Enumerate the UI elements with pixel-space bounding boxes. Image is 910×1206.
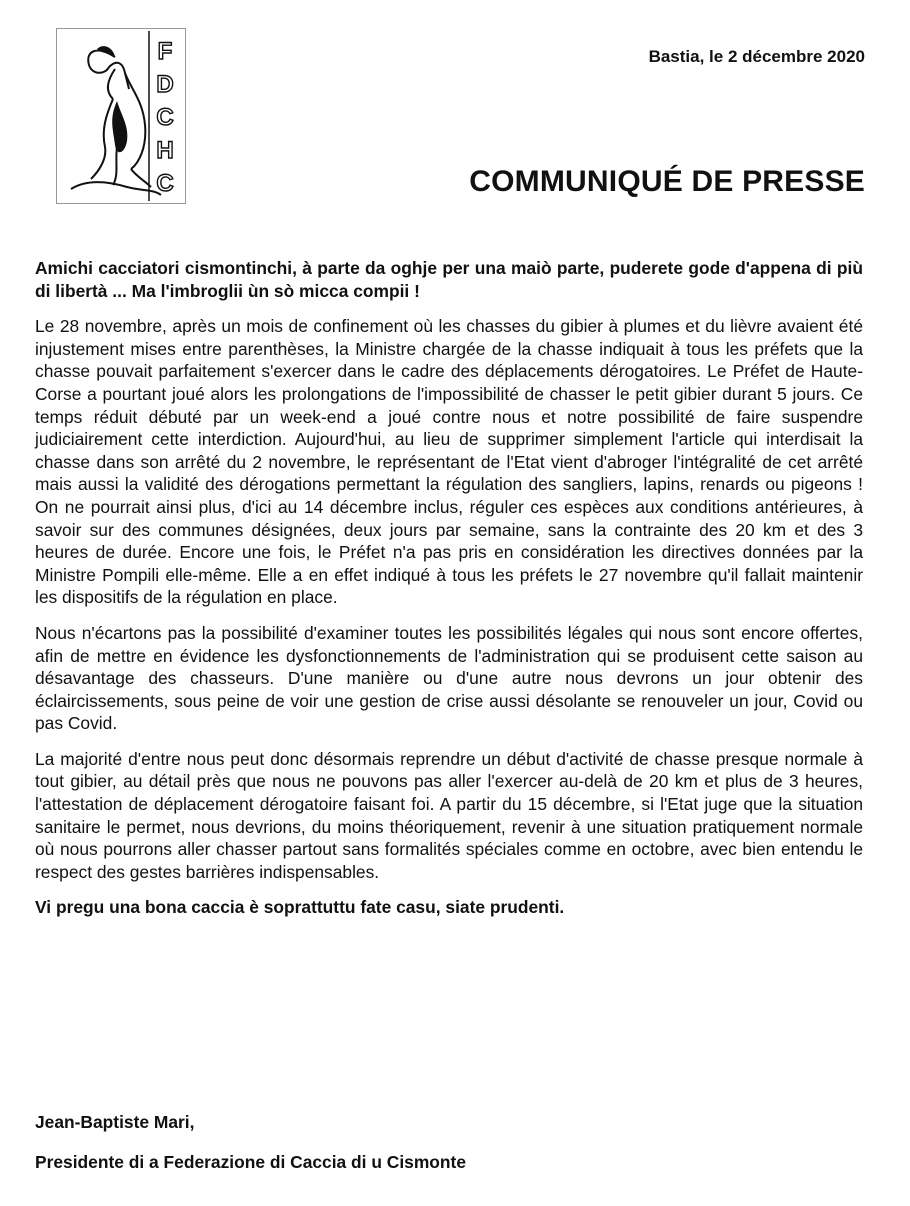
- document-date: Bastia, le 2 décembre 2020: [648, 47, 865, 66]
- intro-paragraph: Amichi cacciatori cismontinchi, à parte da oghje per una maiò parte, puderete gode d'appena di più di libertà ... Ma l'imbroglii ùn sò micca compii !: [35, 258, 863, 301]
- closing-paragraph: Vi pregu una bona caccia è soprattuttu fate casu, siate prudenti.: [35, 897, 565, 918]
- signature-role: Presidente di a Federazione di Caccia di u Cismonte: [35, 1152, 467, 1172]
- logo-letter: C: [156, 170, 174, 197]
- body-paragraph: Nous n'écartons pas la possibilité d'examiner toutes les possibilités légales qui nous sont encore offertes, afin de mettre en évidence les dysfonctionnements de l'administration qui se produisent cette saison au désavantage des chasseurs. D'une manière ou d'une autre nous devrons un jour obtenir des éclaircissements, sous peine de voir une gestion de crise aussi désolante se renouveler un jour, Covid ou pas Covid.: [35, 622, 863, 734]
- page-title: COMMUNIQUÉ DE PRESSE: [469, 165, 865, 198]
- logo-letter: D: [156, 71, 174, 98]
- logo-letter: C: [156, 104, 174, 131]
- body-paragraph: La majorité d'entre nous peut donc désormais reprendre un début d'activité de chasse presque normale à tout gibier, au détail près que nous ne pouvons pas aller l'exercer au-delà de 20 km et plus de 3 heures, l'attestation de déplacement dérogatoire faisant foi. A partir du 15 décembre, si l'Etat juge que la situation sanitaire le permet, nous devrions, du moins théoriquement, revenir à une situation pratiquement normale où nous pourrons aller chasser partout sans formalités spéciales comme en octobre, avec bien entendu le respect des gestes barrières indispensables.: [35, 748, 863, 882]
- logo-letter: H: [156, 137, 174, 164]
- logo-letter: F: [157, 38, 173, 65]
- body-paragraph: Le 28 novembre, après un mois de confinement où les chasses du gibier à plumes et du lièvre avaient été injustement mises entre parenthèses, la Ministre chargée de la chasse indiquait à tous les préfets que la chasse pouvait parfaitement s'exercer dans le cadre des déplacements dérogatoires. Le Préfet de Haute-Corse a pourtant joué alors les prolongations de l'impossibilité de chasser le petit gibier durant 5 jours. Ce temps réduit débuté par un week-end a joué contre nous et notre possibilité de faire suspendre judiciairement cette interdiction. Aujourd'hui, au lieu de supprimer simplement l'article qui interdisait la chasse dans son arrêté du 2 novembre, le représentant de l'Etat vient d'abroger l'intégralité de cet arrêté mais aussi la validité des dérogations permettant la régulation des sangliers, lapins, renards ou pigeons ! On ne pourrait ainsi plus, d'ici au 14 décembre inclus, réguler ces espèces aux conditions antérieures, à savoir sur des communes désignées, deux jours par semaine, sans la contrainte des 20 km et des 3 heures de durée. Encore une fois, le Préfet n'a pas pris en considération les directives données par la Ministre Pompili elle-même. Elle a en effet indiqué à tous les préfets le 27 novembre qu'il fallait maintenir les dispositifs de la régulation en place.: [35, 316, 863, 608]
- press-release-body: [35, 257, 863, 932]
- signature-name: Jean-Baptiste Mari,: [35, 1112, 195, 1132]
- fdchc-logo: [56, 28, 186, 204]
